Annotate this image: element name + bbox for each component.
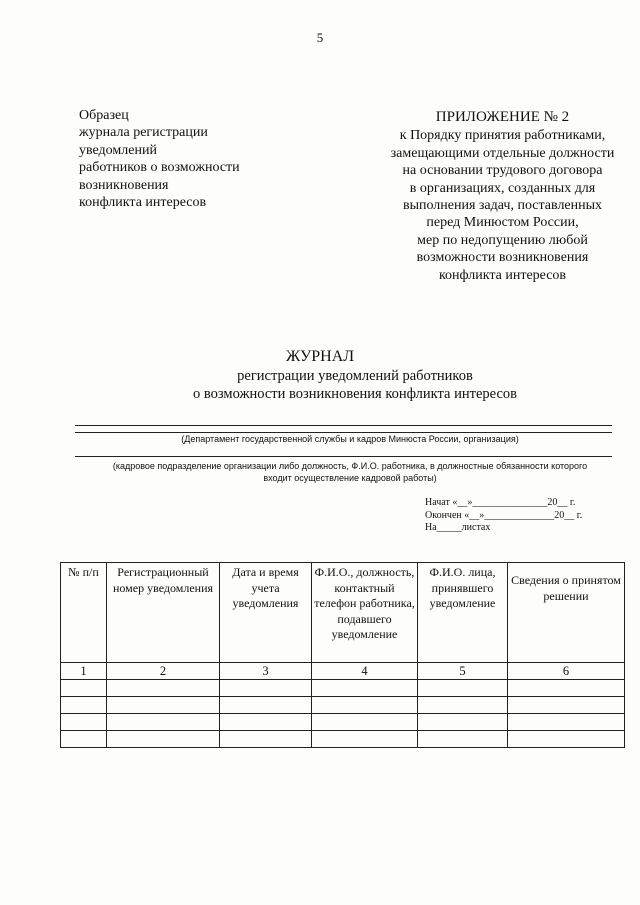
table-cell: [312, 731, 418, 748]
sample-label-line: возникновения: [79, 177, 169, 193]
table-header-row: [61, 563, 625, 663]
sample-label-line: журнала регистрации: [79, 125, 208, 141]
appendix-line: выполнения задач, поставленных: [402, 198, 603, 214]
table-cell: [312, 680, 418, 697]
table-cell: [508, 714, 625, 731]
appendix-line: к Порядку принятия работниками,: [399, 128, 606, 144]
table-row: [61, 697, 625, 714]
appendix-line: замещающими отдельные должности: [390, 145, 615, 161]
journal-table: [60, 562, 625, 748]
table-cell: [107, 680, 220, 697]
table-row: [61, 731, 625, 748]
appendix-line: перед Минюстом России,: [426, 215, 579, 231]
journal-subtitle-line: регистрации уведомлений работников: [237, 368, 473, 384]
journal-subtitle-line: о возможности возникновения конфликта интересов: [193, 385, 517, 402]
appendix-block: [370, 109, 635, 284]
sample-label-line: Образец: [79, 108, 129, 123]
table-cell: [418, 714, 508, 731]
sample-label-block: [79, 107, 319, 211]
hr-caption-line1: (кадровое подразделение организации либо должность, Ф.И.О. работника, в должностные обязанности которого: [112, 461, 588, 471]
column-number: 3: [220, 663, 312, 680]
top-divider: [75, 425, 612, 426]
appendix-line: мер по недопущению любой: [417, 232, 588, 248]
header-cell: № п/п: [61, 563, 107, 663]
table-cell: [418, 731, 508, 748]
table-cell: [418, 680, 508, 697]
table-cell: [107, 714, 220, 731]
table-cell: [107, 697, 220, 714]
table-cell: [312, 697, 418, 714]
header-cell: Сведения о принятом решении: [508, 563, 625, 663]
department-caption: (Департамент государственной службы и кадров Минюста России, организация): [181, 434, 519, 444]
column-number-row: [61, 663, 625, 680]
header-cell: Дата и время учета уведомления: [220, 563, 312, 663]
header-cell: Регистрационный номер уведомления: [107, 563, 220, 663]
column-number: 6: [508, 663, 625, 680]
table-cell: [220, 697, 312, 714]
sheets-count-line: На_____листах: [425, 522, 491, 533]
appendix-title: ПРИЛОЖЕНИЕ № 2: [435, 109, 570, 125]
hr-fill-line: [75, 456, 612, 457]
table-cell: [508, 680, 625, 697]
table-cell: [61, 697, 107, 714]
table-cell: [61, 680, 107, 697]
header-cell: Ф.И.О. лица, принявшего уведомление: [418, 563, 508, 663]
table-cell: [107, 731, 220, 748]
table-cell: [61, 731, 107, 748]
column-number: 2: [107, 663, 220, 680]
journal-dates: [425, 497, 582, 535]
hr-caption-line2: входит осуществление кадровой работы): [263, 473, 437, 483]
journal-title: ЖУРНАЛ: [285, 348, 355, 365]
appendix-line: конфликта интересов: [438, 267, 567, 283]
page-number: 5: [316, 30, 324, 45]
appendix-line: возможности возникновения: [416, 250, 589, 266]
table-row: [61, 680, 625, 697]
table-row: [61, 714, 625, 731]
table-cell: [508, 731, 625, 748]
table-cell: [508, 697, 625, 714]
column-number: 5: [418, 663, 508, 680]
header-cell: Ф.И.О., должность, контактный телефон работника, подавшего уведомление: [312, 563, 418, 663]
sample-label-line: работников о возможности: [79, 160, 240, 176]
table-cell: [220, 680, 312, 697]
sample-label-line: уведомлений: [79, 142, 157, 158]
table-cell: [418, 697, 508, 714]
column-number: 1: [61, 663, 107, 680]
column-number: 4: [312, 663, 418, 680]
table-cell: [61, 714, 107, 731]
end-date-line: Окончен «__»______________20__ г.: [425, 509, 583, 521]
journal-subtitle: [60, 368, 640, 403]
table-cell: [312, 714, 418, 731]
sample-label-line: конфликта интересов: [79, 195, 207, 211]
table-cell: [220, 714, 312, 731]
start-date-line: Начат «__»_______________20__ г.: [425, 497, 576, 508]
appendix-line: в организациях, созданных для: [409, 180, 596, 196]
department-fill-line: [75, 432, 612, 433]
table-cell: [220, 731, 312, 748]
appendix-line: на основании трудового договора: [402, 163, 603, 179]
